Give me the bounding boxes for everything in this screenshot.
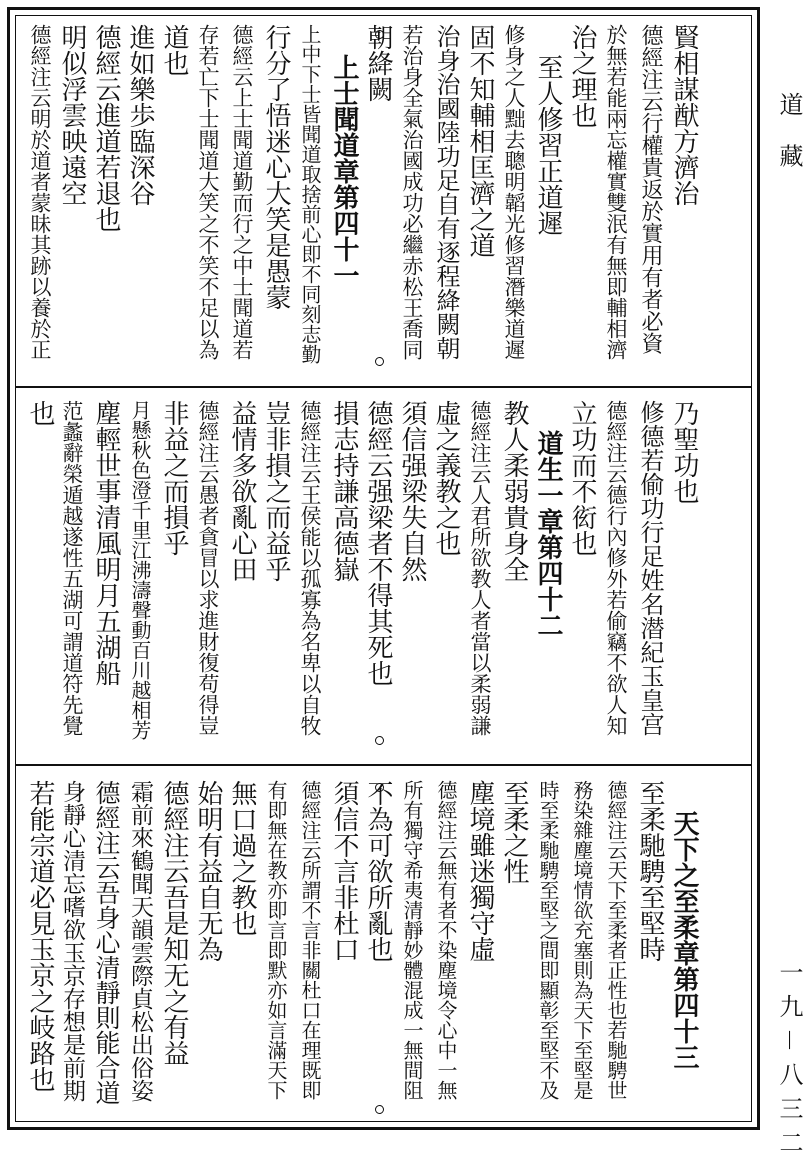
- text-column: 修德若偷功行足姓名潜紀玉皇宫: [636, 400, 664, 736]
- text-column: 德經注云明於道者蒙昧其跡以養於正: [28, 24, 52, 360]
- circle-mark: [375, 1105, 384, 1114]
- text-column: 德經注云吾身心清靜則能合道: [92, 780, 121, 1105]
- circle-mark: [375, 30, 384, 39]
- text-column: 治之理也: [567, 24, 597, 128]
- margin-book-title: 道 藏: [775, 92, 803, 178]
- text-column: 存若亡下士聞道大笑之不笑不足以為: [196, 24, 220, 360]
- text-column: 虛之義教之也: [431, 400, 461, 556]
- text-column: 霜前來鶴聞天韻雲際貞松出俗姿: [127, 780, 153, 1102]
- text-column: 乃聖功也: [669, 400, 699, 504]
- text-column: 德經注云德行內修外若偷竊不欲人知: [604, 400, 628, 736]
- text-column: 損志持謙高德嶽: [329, 400, 359, 582]
- text-column: 至柔之性: [499, 780, 529, 884]
- text-column: 無口過之教也: [227, 780, 257, 936]
- text-column: 固不知輔相匡濟之道: [465, 24, 495, 258]
- text-column: 德經注云天下至柔者正性也若馳騁世: [604, 780, 628, 1100]
- text-column: 若能宗道必見玉京之岐路也: [25, 780, 55, 1092]
- text-column: 至柔馳騁至堅時: [635, 780, 665, 962]
- circle-mark: [375, 783, 384, 792]
- text-column: 德經注云愚者貪冒以求進財復苟得豈: [196, 400, 220, 736]
- text-column: 教人柔弱貴身全: [499, 400, 529, 582]
- circle-mark: [375, 357, 384, 366]
- text-column: 天下之至柔章第四十三: [669, 810, 699, 1070]
- text-column: 月懸秋色澄千里江沸濤聲動百川越相芳: [128, 400, 152, 740]
- text-column: 身靜心清忘嗜欲玉京存想是前期: [59, 780, 85, 1102]
- text-column: 務染雜塵境情欲充塞則為天下至堅是: [570, 780, 594, 1100]
- text-column: 所有獨守希夷清靜妙體混成一無間阻: [400, 780, 424, 1100]
- circle-mark: [375, 736, 384, 745]
- text-column: 德經注云人君所欲教人者當以柔弱謙: [468, 400, 492, 736]
- text-column: 上士聞道章第四十一: [329, 54, 359, 288]
- text-column: 塵境雖迷獨守虛: [465, 780, 495, 962]
- text-column: 范蠡辭榮遁越遂性五湖可謂道符先覺: [60, 400, 84, 736]
- text-column: 德經注云所謂不言非關杜口在理既即: [298, 780, 322, 1100]
- text-column: 不為可欲所亂也: [363, 780, 393, 962]
- margin-page-number: 一九－八三二: [775, 960, 803, 1164]
- text-column: 明似浮雲映遠空: [57, 24, 87, 206]
- text-column: 有即無在教亦即言即默亦如言滿天下: [264, 780, 288, 1100]
- text-column: 若治身全氣治國成功必繼赤松王喬同: [400, 24, 424, 360]
- text-column: 須信强梁失自然: [397, 400, 427, 582]
- text-column: 道生一章第四十二: [533, 430, 563, 638]
- text-column: 德經注云吾是知无之有益: [159, 780, 189, 1066]
- text-column: 塵輕世事清風明月五湖船: [91, 400, 121, 686]
- text-column: 非益之而損乎: [159, 400, 189, 556]
- text-column: 時至柔馳騁至堅之間即顯彰至堅不及: [536, 780, 560, 1100]
- text-column: 上中下士皆聞道取捨前心即不同刻志勤: [298, 24, 322, 364]
- text-column: 治身治國陸功足自有逐程絳闕朝: [432, 24, 460, 360]
- section-divider-1: [16, 386, 751, 388]
- text-column: 德經注云王侯能以孤寡為名卑以自牧: [298, 400, 322, 736]
- text-column: 始明有益自无為: [193, 780, 223, 962]
- section-divider-2: [16, 764, 751, 766]
- text-column: 德經云進道若退也: [91, 24, 121, 232]
- text-column: 修身之人黜去聰明韜光修習潛樂道遲: [502, 24, 526, 360]
- text-column: 道也: [159, 24, 189, 76]
- text-column: 德經云上士聞道勤而行之中士聞道若: [230, 24, 254, 360]
- text-column: 進如樂歩臨深谷: [125, 24, 155, 206]
- text-column: 賢相謀猷方濟治: [669, 24, 699, 206]
- text-column: 也: [25, 400, 55, 426]
- text-column: 豈非損之而益乎: [261, 400, 291, 582]
- text-column: 益情多欲亂心田: [227, 400, 257, 582]
- text-column: 德經云强梁者不得其死也: [363, 400, 393, 686]
- text-column: 行分了悟迷心大笑是愚蒙: [261, 24, 291, 310]
- text-column: 立功而不衒也: [567, 400, 597, 556]
- text-column: 至人修習正道遲: [533, 54, 563, 236]
- text-column: 須信不言非杜口: [329, 780, 359, 962]
- text-column: 於無若能兩忘權實雙泯有無即輔相濟: [604, 24, 628, 360]
- text-column: 德經注云行權貴返於實用有者必資: [638, 24, 663, 354]
- text-column: 德經注云無有者不染塵境令心中一無: [434, 780, 458, 1100]
- text-column: 朝絳闕: [363, 24, 393, 102]
